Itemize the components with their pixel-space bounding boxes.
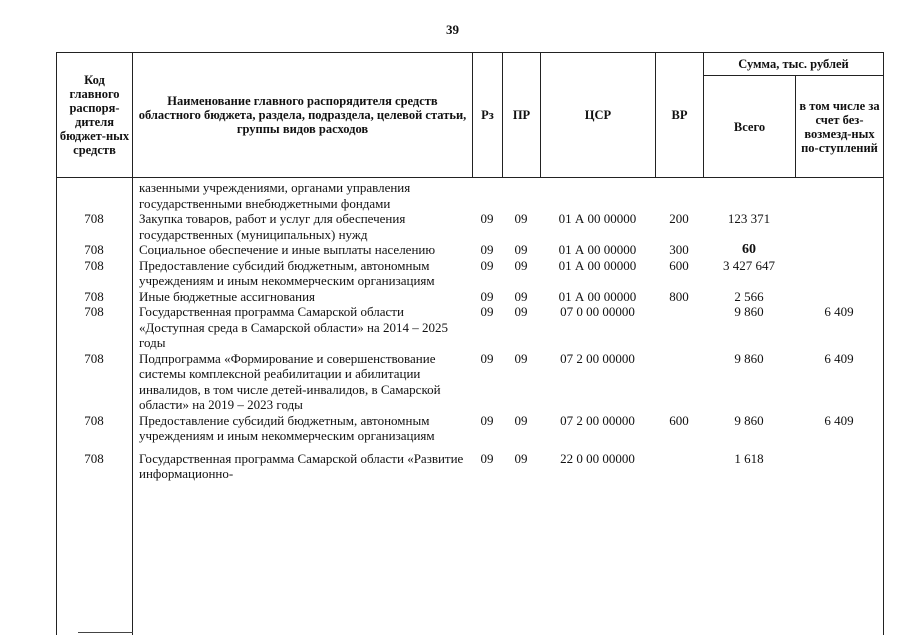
header-total: Всего	[704, 76, 796, 178]
cell-code: 708	[84, 412, 104, 428]
cell-vr	[655, 351, 703, 413]
cell-rz: 09	[480, 304, 494, 319]
cell-code: 708	[84, 257, 104, 273]
cell-name: Социальное обеспечение и иные выплаты населению	[139, 242, 436, 257]
cell-total: 9 860	[734, 412, 764, 428]
cell-csr: 07 2 00 00000	[560, 412, 635, 428]
table-row	[56, 304, 883, 351]
table-row	[56, 211, 883, 242]
cell-rz: 09	[480, 257, 494, 273]
cell-rz: 09	[480, 350, 494, 366]
cell-rz: 09	[480, 412, 494, 428]
cell-pr: 09	[514, 412, 528, 428]
cell-rz	[472, 180, 502, 211]
header-vr: ВР	[656, 53, 704, 178]
header-table	[56, 52, 884, 178]
cell-rz: 09	[480, 288, 494, 304]
cell-vr: 200	[669, 211, 689, 226]
header-sum-group: Сумма, тыс. рублей	[704, 53, 884, 76]
cell-csr	[540, 180, 655, 211]
cell-pr: 09	[514, 211, 528, 226]
cell-free: 6 409	[824, 304, 854, 319]
cell-rz: 09	[480, 242, 494, 257]
cell-csr: 07 2 00 00000	[560, 350, 635, 366]
cell-total: 60	[742, 242, 756, 257]
cell-name: Закупка товаров, работ и услуг для обеспечения государственных (муниципальных) нужд	[139, 211, 406, 242]
cell-total: 1 618	[734, 450, 764, 466]
cell-pr: 09	[514, 350, 528, 366]
cell-name: Государственная программа Самарской области «Доступная среда в Самарской области» на 2014 – 2025 годы	[139, 304, 448, 350]
cell-code: 708	[84, 450, 104, 466]
cell-name: Государственная программа Самарской области «Развитие информационно-	[139, 450, 464, 481]
header-pr: ПР	[503, 53, 541, 178]
table-row	[56, 242, 883, 258]
cell-vr: 600	[669, 412, 689, 428]
cell-code: 708	[84, 350, 104, 366]
cell-vr: 800	[669, 288, 689, 304]
page-number: 39	[446, 22, 459, 37]
footer-rule	[78, 632, 133, 633]
cell-rz: 09	[480, 450, 494, 466]
cell-pr: 09	[514, 304, 528, 319]
table-row	[56, 451, 883, 482]
cell-rz: 09	[480, 211, 494, 226]
table-row	[56, 180, 883, 211]
table-header	[56, 52, 884, 178]
table-row	[56, 289, 883, 305]
cell-code: 708	[84, 288, 104, 304]
cell-total	[703, 180, 795, 211]
table-body	[56, 180, 883, 482]
cell-code	[56, 180, 132, 211]
cell-csr: 01 А 00 00000	[558, 288, 637, 304]
cell-csr: 07 0 00 00000	[560, 304, 635, 319]
cell-pr: 09	[514, 450, 528, 466]
cell-total: 9 860	[734, 304, 764, 319]
header-name: Наименование главного распорядителя средств областного бюджета, раздела, подраздела, целевой статьи, группы видов расходов	[133, 53, 473, 178]
cell-vr	[655, 451, 703, 482]
cell-free	[795, 180, 883, 211]
cell-pr: 09	[514, 288, 528, 304]
cell-name: Подпрограмма «Формирование и совершенствование системы комплексной реабилитации и абилитации инвалидов, в том числе детей-инвалидов, в Самарской области» на 2019 – 2023 годы	[139, 350, 441, 412]
cell-code: 708	[84, 304, 104, 319]
cell-code: 708	[84, 211, 104, 226]
cell-total: 2 566	[734, 288, 764, 304]
table-row	[56, 413, 883, 444]
cell-free	[795, 242, 883, 258]
cell-total: 9 860	[734, 350, 764, 366]
cell-code: 708	[84, 242, 104, 257]
cell-free: 6 409	[824, 412, 854, 428]
table-row	[56, 351, 883, 413]
cell-total: 123 371	[727, 211, 771, 226]
cell-free	[795, 451, 883, 482]
header-csr: ЦСР	[541, 53, 656, 178]
cell-csr: 01 А 00 00000	[558, 257, 637, 273]
cell-free	[795, 211, 883, 242]
cell-csr: 22 0 00 00000	[560, 450, 635, 466]
header-including: в том числе за счет без-возмезд-ных по-ступлений	[796, 76, 884, 178]
cell-total: 3 427 647	[723, 257, 775, 273]
header-rz: Рз	[473, 53, 503, 178]
column-rule	[883, 178, 884, 635]
cell-name: Иные бюджетные ассигнования	[139, 288, 316, 304]
cell-free	[795, 289, 883, 305]
cell-vr: 600	[669, 257, 689, 273]
header-code: Код главного распоря-дителя бюджет-ных средств	[57, 53, 133, 178]
cell-name: Предоставление субсидий бюджетным, автономным учреждениям и иным некоммерческим организациям	[139, 412, 435, 443]
cell-vr	[655, 180, 703, 211]
cell-vr	[655, 304, 703, 351]
cell-vr: 300	[669, 242, 689, 257]
cell-csr: 01 А 00 00000	[558, 242, 637, 257]
cell-name: казенными учреждениями, органами управления государственными внебюджетными фондами	[139, 180, 411, 211]
cell-pr: 09	[514, 242, 528, 257]
cell-free	[795, 258, 883, 289]
cell-csr: 01 А 00 00000	[558, 211, 637, 226]
table-row	[56, 258, 883, 289]
cell-name: Предоставление субсидий бюджетным, автономным учреждениям и иным некоммерческим организациям	[139, 257, 435, 288]
cell-free: 6 409	[824, 350, 854, 366]
cell-pr	[502, 180, 540, 211]
cell-pr: 09	[514, 257, 528, 273]
